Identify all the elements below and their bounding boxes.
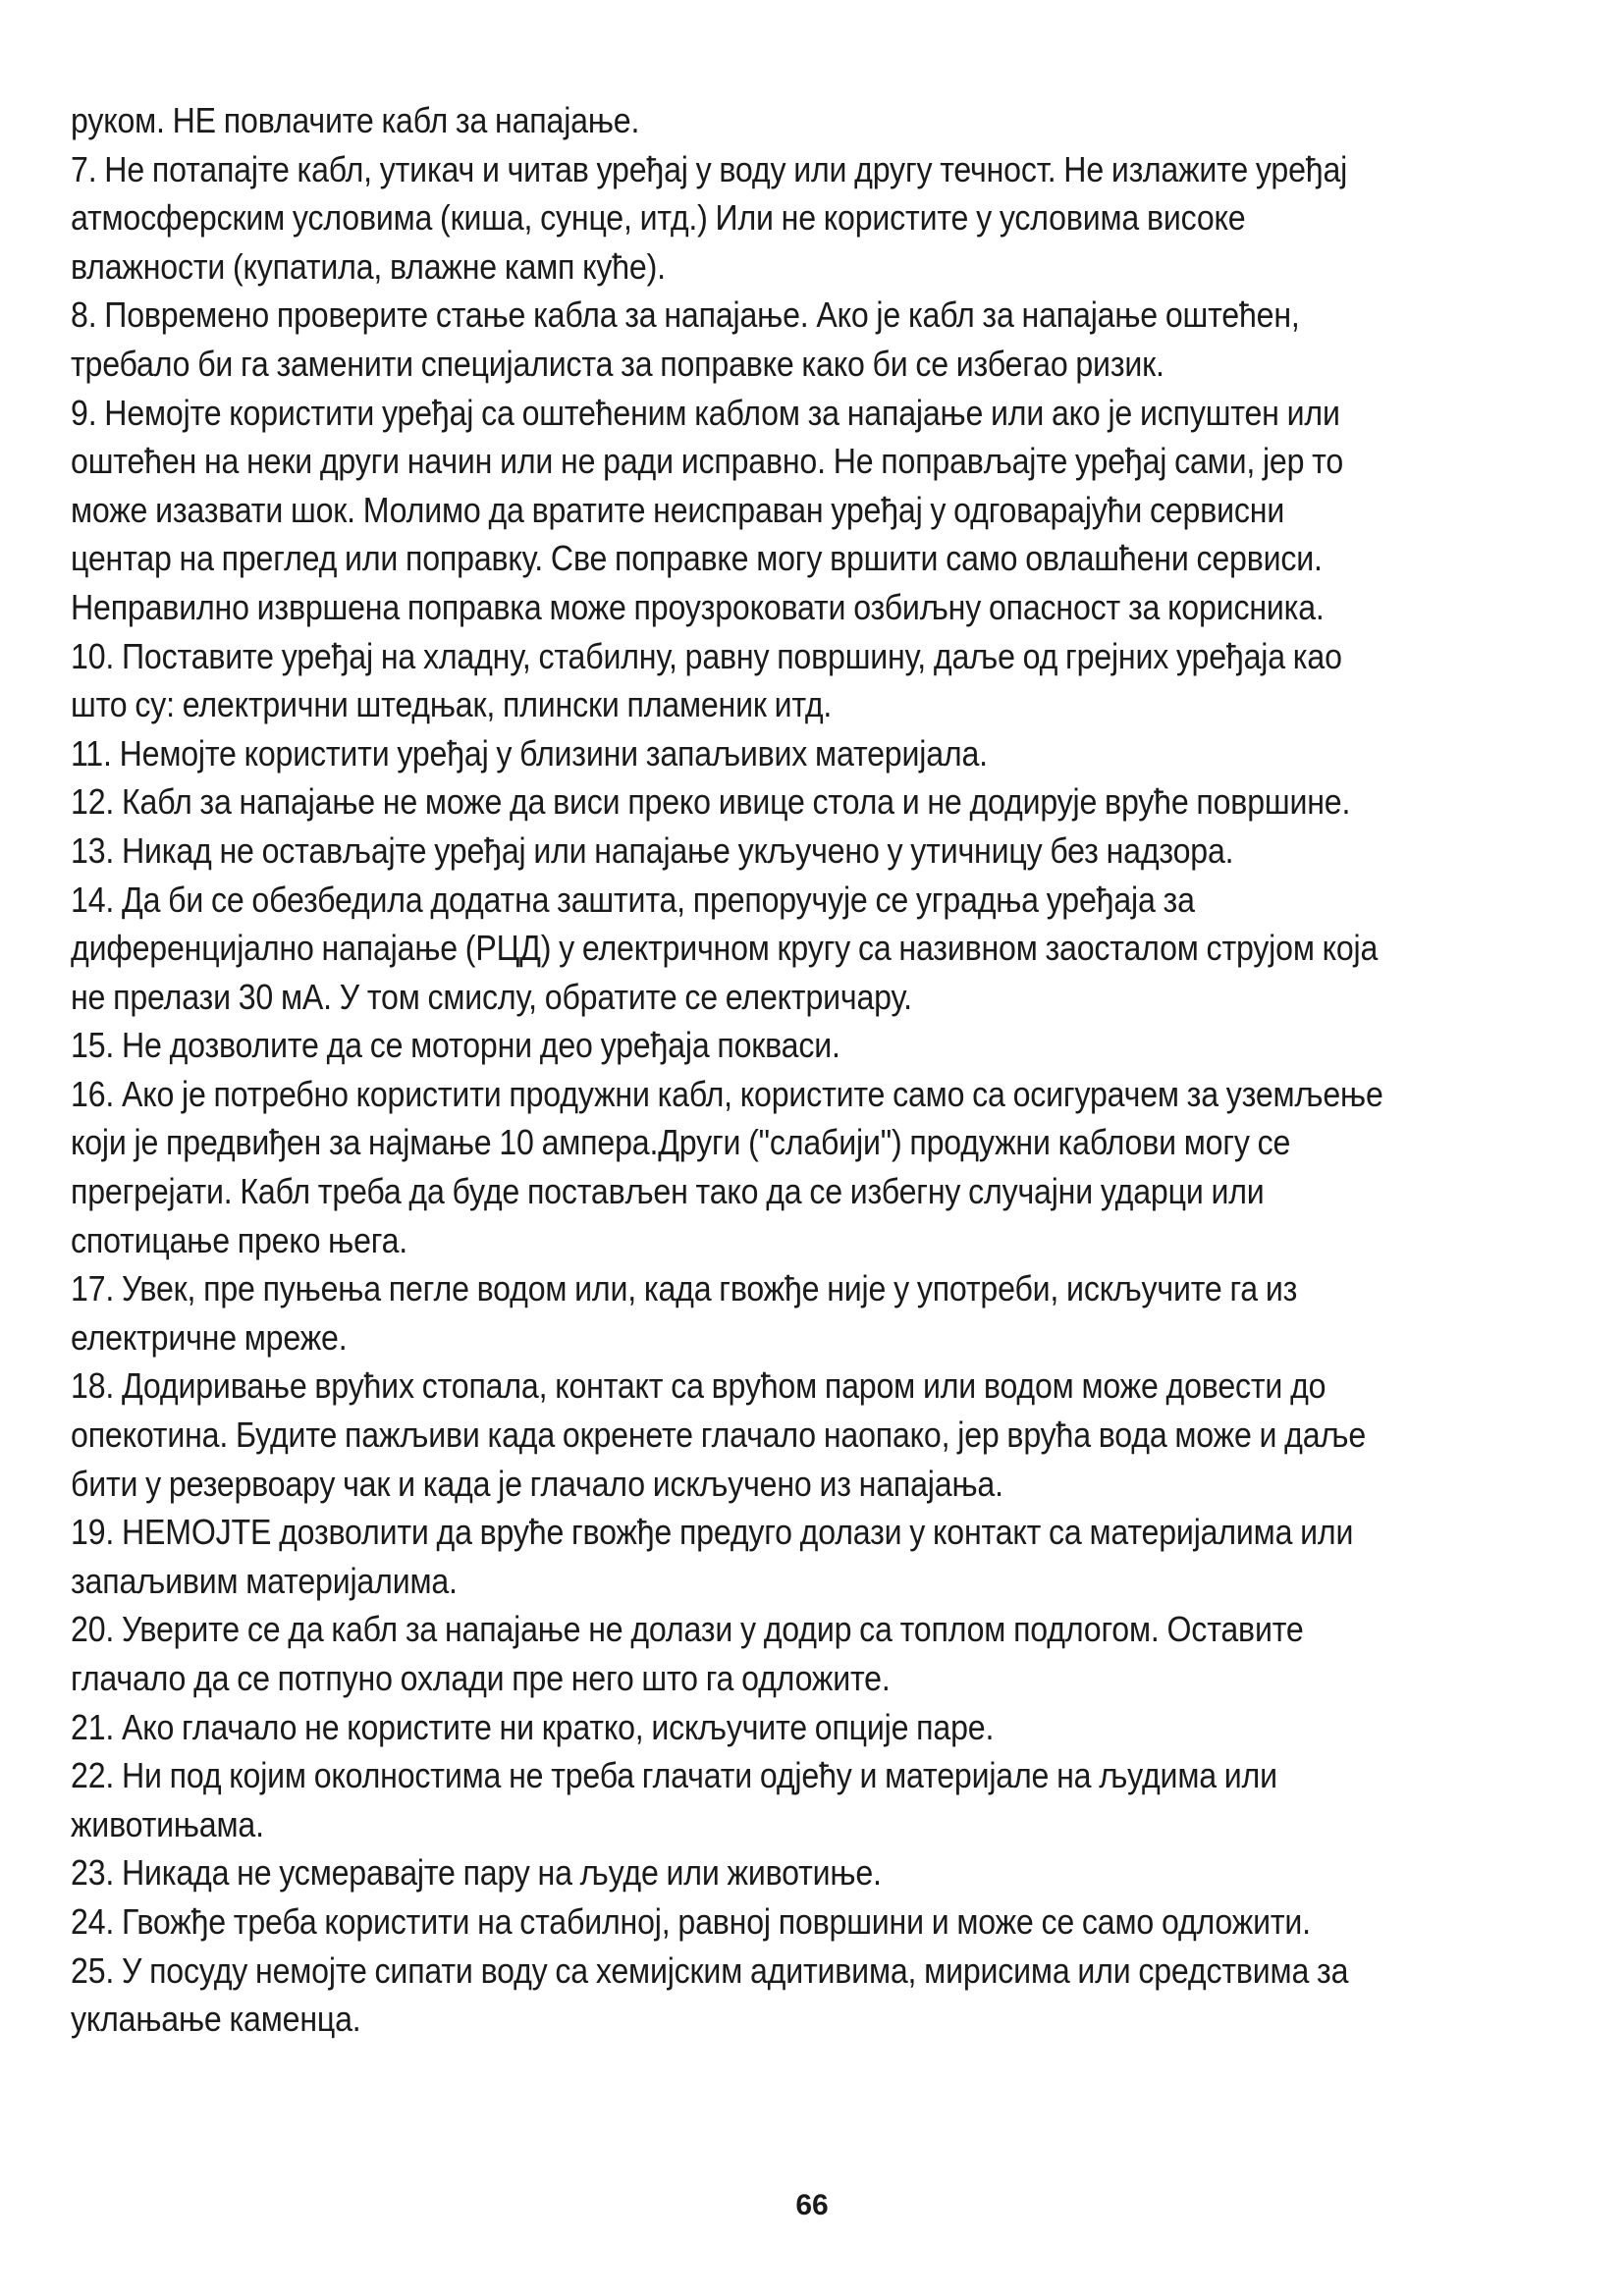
paragraph-item-9: 9. Немојте користити уређај са оштећеним каблом за напајање или ако је испуштен или оштећен на неки други начин или не ради исправно. Не поправљајте уређај сами, јер то може изазвати шок. Молимо да вратите неисправан уређај у одговарајући сервисни центар на преглед или поправку. Све поправке могу вршити само овлашћени сервиси. Неправилно извршена поправка може проузроковати озбиљну опасност за корисника. <box>71 392 1344 627</box>
paragraph-item-8: 8. Повремено проверите стање кабла за напајање. Ако је кабл за напајање оштећен, требало би га заменити специјалиста за поправке како би се избегао ризик. <box>71 294 1300 384</box>
paragraph-item-10: 10. Поставите уређај на хладну, стабилну, равну површину, даље од грејних уређаја као што су: електрични штедњак, плински пламеник итд. <box>71 635 1342 725</box>
page-number: 66 <box>795 2189 829 2221</box>
paragraph-item-22: 22. Ни под којим околностима не треба глачати одјећу и материјале на људима или животињама. <box>71 1755 1277 1844</box>
instructions-text <box>71 96 1384 2044</box>
paragraph-item-7: 7. Не потапајте кабл, утикач и читав уређај у воду или другу течност. Не излажите уређај атмосферским условима (киша, сунце, итд.) Или не користите у условима високе влажности (купатила, влажне камп куће). <box>71 148 1348 287</box>
paragraph-continuation: руком. НЕ повлачите кабл за напајање. <box>71 100 640 140</box>
paragraph-item-24: 24. Гвожђе треба користити на стабилној, равној површини и може се само одложити. <box>71 1900 1311 1942</box>
paragraph-item-18: 18. Додиривање врућих стопала, контакт са врућом паром или водом може довести до опекотина. Будите пажљиви када окренете глачало наопако, јер врућа вода може и даље бити у резервоару чак и када је глачало искључено из напајања. <box>71 1365 1367 1504</box>
paragraph-item-23: 23. Никада не усмеравајте пару на људе или животиње. <box>71 1852 882 1894</box>
paragraph-item-19: 19. НЕМОЈТЕ дозволити да вруће гвожђе предуго долази у контакт са материјалима или запаљивим материјалима. <box>71 1512 1354 1601</box>
paragraph-item-21: 21. Ако глачало не користите ни кратко, искључите опције паре. <box>71 1706 995 1747</box>
paragraph-item-11: 11. Немојте користити уређај у близини запаљивих материјала. <box>71 732 988 774</box>
paragraph-item-12: 12. Кабл за напајање не може да виси преко ивице стола и не додирује вруће површине. <box>71 781 1351 823</box>
paragraph-item-14: 14. Да би се обезбедила додатна заштита, препоручује се уградња уређаја за диференцијално напајање (РЦД) у електричном кругу са називном заосталом струјом која не прелази 30 мА. У том смислу, обратите се електричару. <box>71 879 1379 1017</box>
paragraph-item-20: 20. Уверите се да кабл за напајање не долази у додир са топлом подлогом. Оставите глачало да се потпуно охлади пре него што га одложите. <box>71 1609 1304 1698</box>
paragraph-item-25: 25. У посуду немојте сипати воду са хемијским адитивима, мирисима или средствима за уклањање каменца. <box>71 1949 1349 2040</box>
paragraph-item-15: 15. Не дозволите да се моторни део уређаја покваси. <box>71 1025 840 1066</box>
paragraph-item-13: 13. Никад не остављајте уређај или напајање укључено у утичницу без надзора. <box>71 829 1234 871</box>
paragraph-item-16: 16. Ако је потребно користити продужни кабл, користите само са осигурачем за уземљење који је предвиђен за најмање 10 ампера.Други ("слабији") продужни каблови могу се прегрејати. Кабл треба да буде постављен тако да се избегну случајни ударци или спотицање преко њега. <box>71 1073 1383 1260</box>
paragraph-item-17: 17. Увек, пре пуњења пегле водом или, када гвожђе није у употреби, искључите га из електричне мреже. <box>71 1268 1298 1358</box>
